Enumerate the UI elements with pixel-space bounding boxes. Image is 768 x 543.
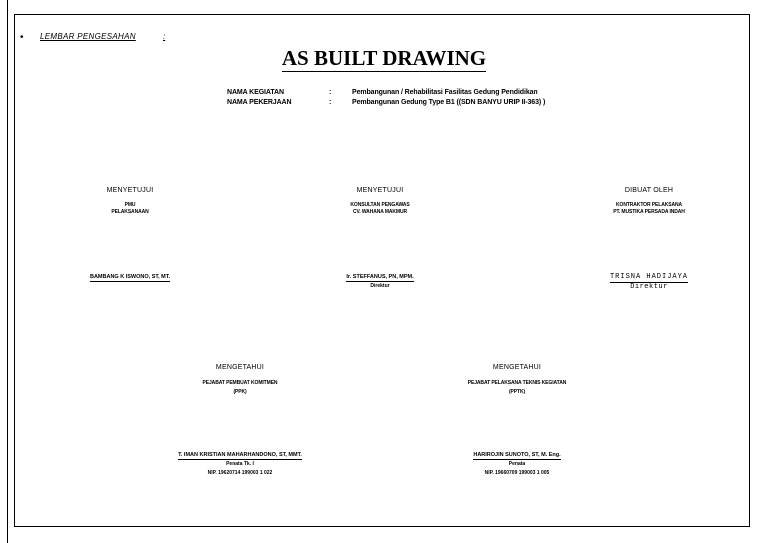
approval-2-sub2: CV. WAHANA MAKMUR	[352, 209, 408, 215]
approval-2-label: MENYETUJUI	[356, 187, 404, 194]
bullet-marker: •	[20, 32, 24, 43]
ack-1-label: MENGETAHUI	[215, 364, 265, 371]
ack-2-signatory	[432, 452, 602, 458]
approval-3-label: DIBUAT OLEH	[624, 187, 674, 194]
approval-3-sub1: KONTRAKTOR PELAKSANA	[616, 202, 682, 208]
sheet-label: LEMBAR PENGESAHAN	[40, 32, 136, 41]
ack-1-sub1: PEJABAT PEMBUAT KOMITMEN	[202, 380, 278, 386]
ack-2-label: MENGETAHUI	[492, 364, 542, 371]
ack-2-sub2: (PPTK)	[508, 389, 526, 395]
document-title	[0, 46, 768, 71]
ack-2-sub1: PEJABAT PELAKSANA TEKNIS KEGIATAN	[467, 380, 567, 386]
approval-2-role: Direktur	[370, 283, 390, 289]
ack-1-nip: NIP. 19620714 199003 1 022	[207, 470, 273, 476]
ack-2-name: HARIROJIN SUNOTO, ST, M. Eng.	[473, 452, 561, 458]
sheet-label-colon: :	[163, 32, 166, 41]
approval-2-signatory	[310, 274, 450, 280]
ack-2-role: Penata	[508, 461, 526, 467]
info-sep-pekerjaan: :	[329, 99, 332, 106]
document-title-text: AS BUILT DRAWING	[281, 46, 487, 70]
ack-1-role: Penata Tk. I	[226, 461, 254, 467]
approval-1-name: BAMBANG K ISWONO, ST, MT.	[89, 274, 171, 280]
ack-1-signatory	[145, 452, 335, 458]
approval-2-name: Ir. STEFFANUS, PN, MPM.	[346, 274, 414, 280]
info-value-kegiatan: Pembangunan / Rehabilitasi Fasilitas Gedung Pendidikan	[352, 89, 538, 96]
approval-1-sub1: PMU	[124, 202, 136, 208]
approval-1-sub2: PELAKSANAAN	[111, 209, 149, 215]
ack-1-name: T. IMAN KRISTIAN MAHARHANDONO, ST, MMT.	[178, 452, 302, 458]
info-key-kegiatan: NAMA KEGIATAN	[227, 89, 284, 96]
approval-1-signatory	[60, 274, 200, 280]
approval-2-sub1: KONSULTAN PENGAWAS	[350, 202, 410, 208]
info-sep-kegiatan: :	[329, 89, 332, 96]
ack-1-sub2: (PPK)	[233, 389, 247, 395]
approval-3-name: TRISNA HADIJAYA	[609, 273, 688, 281]
info-key-pekerjaan: NAMA PEKERJAAN	[227, 99, 292, 106]
approval-3-sub2: PT. MUSTIKA PERSADA INDAH	[613, 209, 685, 215]
approval-3-role: Direktur	[630, 283, 668, 291]
approval-1-label: MENYETUJUI	[106, 187, 154, 194]
approval-3-signatory	[589, 273, 709, 281]
page-edge-line	[7, 0, 8, 543]
info-value-pekerjaan: Pembangunan Gedung Type B1 ((SDN BANYU URIP II-363) )	[352, 99, 546, 106]
ack-2-nip: NIP. 19660709 199003 1 005	[484, 470, 550, 476]
